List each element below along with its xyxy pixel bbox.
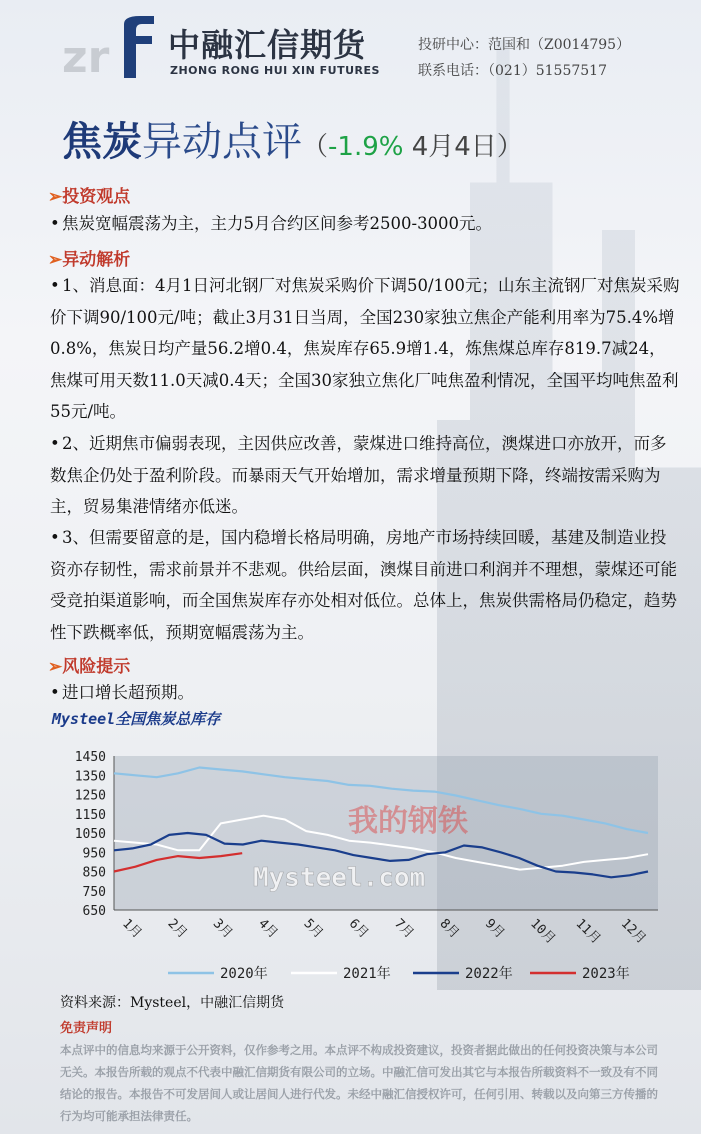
x-tick-label: 11月	[572, 916, 604, 948]
title-type: 异动点评	[142, 119, 302, 165]
x-tick-label: 6月	[345, 916, 372, 942]
x-tick-label: 1月	[119, 916, 145, 942]
x-tick-label: 8月	[436, 916, 462, 942]
watermark-en: Mysteel.com	[253, 863, 426, 893]
arrow-icon: ➢	[48, 187, 63, 207]
y-tick-label: 1450	[74, 750, 106, 765]
section-view-title: 投资观点	[62, 187, 131, 207]
contact-analyst: 投研中心：范国和（Z0014795）	[418, 37, 631, 53]
inventory-line-chart	[48, 736, 668, 988]
y-tick-label: 1150	[74, 807, 106, 823]
legend-label: 2021年	[343, 966, 391, 982]
x-tick-label: 5月	[300, 916, 326, 942]
title-date: 4月4日	[403, 132, 497, 162]
disclaimer-text: 本点评中的信息均来源于公开资料，仅作参考之用。本点评不构成投资建议，投资者据此做出的任何投资决策与本公司无关。本报告所载的观点不代表中融汇信期货有限公司的立场。中融汇信可发出其它与本报告所载资料不一致及有不同结论的报告。本报告不可发居间人或让居间人进行代发。未经中融汇信授权许可，任何引用、转载以及向第三方传播的行为均可能承担法律责任。	[60, 1043, 658, 1123]
x-tick-label: 4月	[255, 916, 281, 942]
x-tick-label: 2月	[164, 916, 190, 942]
y-tick-label: 850	[82, 865, 106, 881]
source-note: 资料来源：Mysteel，中融汇信期货	[60, 995, 285, 1011]
title-close-paren: ）	[496, 132, 523, 162]
analysis-text-1: 1、消息面：4月1日河北钢厂对焦炭采购价下调50/100元；山东主流钢厂对焦炭采购价下调90/100元/吨；截止3月31日当周，全国230家独立焦企产能利用率为75.4%增0.8%，焦炭日均产量56.2增0.4，焦炭库存65.9增1.4，炼焦煤总库存819.7减24，焦煤可用天数11.0天减0.4天；全国30家独立焦化厂吨焦盈利情况，全国平均吨焦盈利55元/吨。	[50, 276, 680, 421]
analysis-text-2: 2、近期焦市偏弱表现，主因供应改善，蒙煤进口维持高位，澳煤进口亦放开，而多数焦企仍处于盈利阶段。而暴雨天气开始增加，需求增量预期下降，终端按需采购为主，贸易集港情绪亦低迷。	[50, 434, 667, 516]
x-tick-label: 7月	[391, 916, 417, 942]
analysis-text-3: 3、但需要留意的是，国内稳增长格局明确，房地产市场持续回暖，基建及制造业投资亦存韧性，需求前景并不悲观。供给层面，澳煤目前进口利润并不理想，蒙煤还可能受竞拍渠道影响，而全国焦炭库存亦处相对低位。总体上，焦炭供需格局仍稳定，趋势性下跌概率低，预期宽幅震荡为主。	[50, 528, 677, 642]
legend-label: 2020年	[220, 966, 268, 982]
x-tick-label: 9月	[481, 916, 508, 942]
svg-text:zr: zr	[62, 32, 110, 78]
section-analysis-title: 异动解析	[62, 250, 131, 270]
analysis-item-3	[50, 522, 680, 648]
bullet: •	[50, 528, 60, 547]
header	[0, 0, 701, 95]
x-tick-label: 12月	[617, 916, 649, 948]
arrow-icon: ➢	[48, 250, 63, 270]
title-open-paren: （	[302, 132, 329, 162]
legend-label: 2023年	[582, 966, 630, 982]
company-name-en: ZHONG RONG HUI XIN FUTURES	[170, 64, 380, 77]
chart-title: Mysteel全国焦炭总库存	[52, 710, 221, 728]
bullet: •	[50, 276, 60, 295]
section-risk	[48, 652, 130, 677]
y-tick-label: 650	[82, 904, 106, 919]
disclaimer-title: 免责声明	[60, 1021, 113, 1036]
view-text: 焦炭宽幅震荡为主，主力5月合约区间参考2500-3000元。	[62, 214, 493, 233]
section-risk-title: 风险提示	[62, 657, 131, 677]
risk-text: 进口增长超预期。	[62, 683, 194, 702]
bullet: •	[50, 434, 60, 453]
bullet: •	[50, 214, 60, 233]
analysis-item-2	[50, 428, 680, 523]
y-tick-label: 1350	[74, 769, 106, 785]
section-view	[48, 182, 130, 207]
x-tick-label: 10月	[527, 916, 559, 948]
title-change: -1.9%	[328, 132, 404, 162]
view-paragraph	[50, 208, 680, 240]
risk-paragraph	[50, 677, 680, 709]
bullet: •	[50, 683, 60, 702]
y-tick-label: 1250	[74, 788, 106, 804]
company-name-cn: 中融汇信期货	[168, 26, 367, 64]
analysis-item-1	[50, 270, 680, 428]
contact-phone: 联系电话：（021）51557517	[418, 63, 607, 79]
section-analysis	[48, 245, 130, 270]
watermark-cn: 我的钢铁	[348, 804, 468, 839]
arrow-icon: ➢	[48, 657, 63, 677]
y-tick-label: 750	[82, 884, 106, 900]
y-tick-label: 950	[82, 846, 106, 862]
title-product: 焦炭	[62, 119, 142, 165]
y-tick-label: 1050	[74, 827, 106, 842]
page-title	[62, 110, 523, 167]
x-tick-label: 3月	[209, 916, 236, 942]
company-logo-mark	[62, 14, 162, 78]
legend-label: 2022年	[465, 966, 513, 982]
